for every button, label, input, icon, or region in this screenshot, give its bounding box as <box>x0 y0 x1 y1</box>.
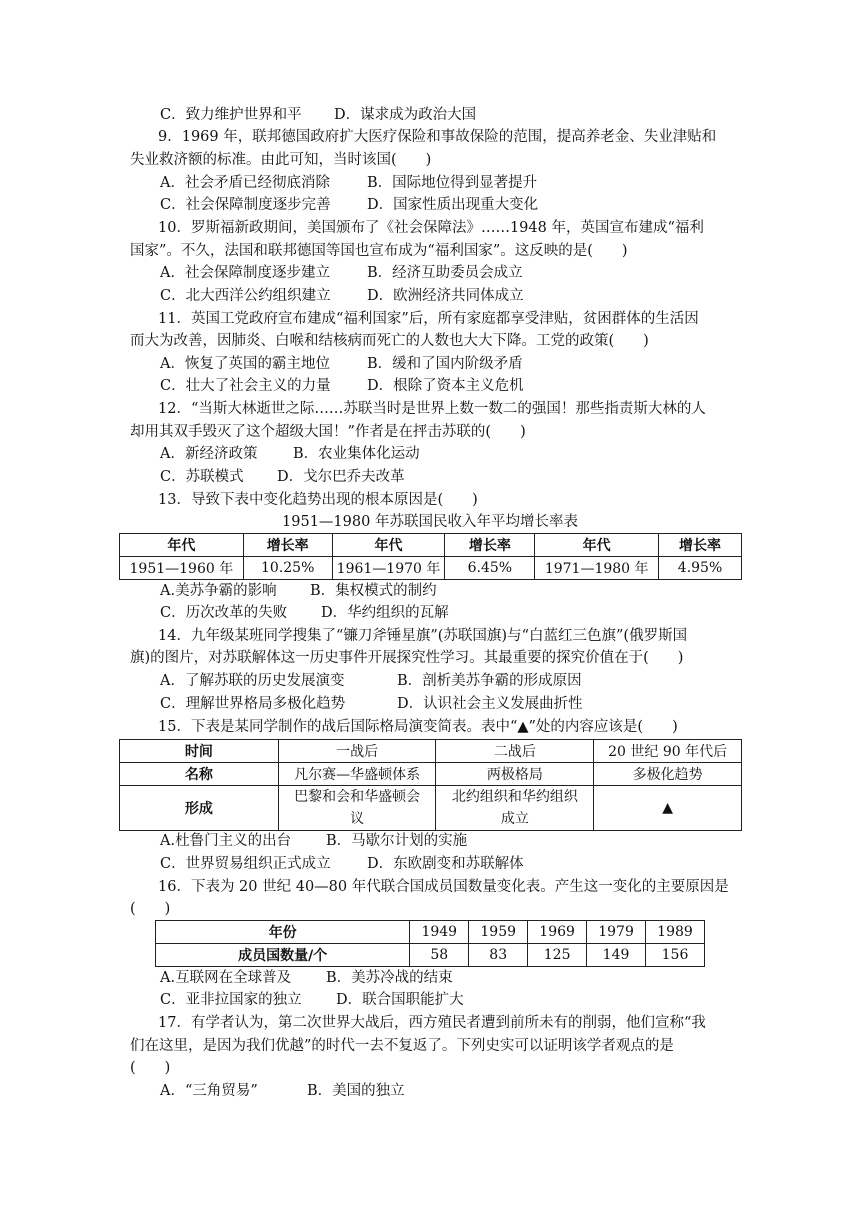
q9-stem-line1: 9．1969 年，联邦德国政府扩大医疗保险和事故保险的范围，提高养老金、失业津贴和 <box>158 129 717 145</box>
q15-row-formation <box>120 786 742 831</box>
q11-option-a[interactable]: A．恢复了英国的霸主地位 <box>160 356 330 372</box>
q12-option-b[interactable]: B．农业集体化运动 <box>293 446 420 462</box>
q15-cell: 一战后 <box>278 740 436 763</box>
q16-stem-line2: ( ) <box>130 901 171 917</box>
q13-header-cell: 增长率 <box>243 534 332 557</box>
q12-option-d[interactable]: D．戈尔巴乔夫改革 <box>277 469 405 485</box>
q8-option-d[interactable]: D．谋求成为政治大国 <box>334 107 477 123</box>
q14-option-a[interactable]: A．了解苏联的历史发展演变 <box>160 673 345 689</box>
q16-year-cell: 1949 <box>410 921 469 944</box>
q12-option-a[interactable]: A．新经济政策 <box>160 446 258 462</box>
q11-option-c[interactable]: C．壮大了社会主义的力量 <box>160 378 331 394</box>
q14-option-b[interactable]: B．剖析美苏争霸的形成原因 <box>397 673 582 689</box>
q16-label-cell: 年份 <box>156 921 410 944</box>
q15-option-c[interactable]: C．世界贸易组织正式成立 <box>160 856 331 872</box>
q14-stem-line2: 旗)的图片，对苏联解体这一历史事件开展探究性学习。其最重要的探究价值在于( ) <box>130 650 684 666</box>
q13-header-cell: 年代 <box>535 534 659 557</box>
q13-data-cell: 10.25% <box>243 557 332 580</box>
q15-stem: 15．下表是某同学制作的战后国际格局演变简表。表中“▲”处的内容应该是( ) <box>158 719 678 735</box>
q14-option-d[interactable]: D．认识社会主义发展曲折性 <box>397 696 583 712</box>
q16-option-d[interactable]: D．联合国职能扩大 <box>336 992 464 1008</box>
q16-count-cell: 156 <box>646 944 705 967</box>
q16-stem-line1: 16．下表为 20 世纪 40—80 年代联合国成员国数量变化表。产生这一变化的主要原因是 <box>158 879 729 895</box>
q13-data-cell: 1971—1980 年 <box>535 557 659 580</box>
q17-stem-line3: ( ) <box>130 1060 171 1076</box>
q16-option-b[interactable]: B．美苏冷战的结束 <box>326 970 453 986</box>
q15-label-cell: 名称 <box>120 763 279 786</box>
q16-year-cell: 1979 <box>587 921 646 944</box>
q10-option-d[interactable]: D．欧洲经济共同体成立 <box>367 288 524 304</box>
q16-count-row <box>156 944 705 967</box>
q12-option-c[interactable]: C．苏联模式 <box>160 469 244 485</box>
q16-count-cell: 149 <box>587 944 646 967</box>
q16-un-members-table <box>155 920 705 967</box>
q8-option-c[interactable]: C．致力维护世界和平 <box>160 107 302 123</box>
q16-count-cell: 58 <box>410 944 469 967</box>
q9-option-b[interactable]: B．国际地位得到显著提升 <box>367 175 538 191</box>
q9-option-c[interactable]: C．社会保障制度逐步完善 <box>160 197 331 213</box>
q15-triangle-cell: ▲ <box>594 786 742 831</box>
q11-option-b[interactable]: B．缓和了国内阶级矛盾 <box>367 356 523 372</box>
q15-world-order-table <box>119 739 742 831</box>
q10-stem-line2: 国家”。不久，法国和联邦德国等国也宣布成为“福利国家”。这反映的是( ) <box>130 243 628 259</box>
q15-cell-text: 巴黎和会和华盛顿会 <box>294 789 421 805</box>
q13-header-cell: 增长率 <box>445 534 535 557</box>
q13-stem: 13．导致下表中变化趋势出现的根本原因是( ) <box>158 492 478 508</box>
q15-cell <box>436 786 594 831</box>
q10-option-b[interactable]: B．经济互助委员会成立 <box>367 265 523 281</box>
q14-option-c[interactable]: C．理解世界格局多极化趋势 <box>160 696 346 712</box>
q13-data-cell: 1951—1960 年 <box>120 557 244 580</box>
q16-label-cell: 成员国数量/个 <box>156 944 410 967</box>
q13-option-c[interactable]: C．历次改革的失败 <box>160 605 288 621</box>
q15-cell: 多极化趋势 <box>594 763 742 786</box>
q15-row-time <box>120 740 742 763</box>
q16-option-a[interactable]: A.互联网在全球普及 <box>160 970 292 986</box>
q12-stem-line1: 12．“当斯大林逝世之际……苏联当时是世界上数一数二的强国！那些指责斯大林的人 <box>158 401 706 417</box>
q17-option-b[interactable]: B．美国的独立 <box>307 1083 405 1099</box>
q15-cell-text: 议 <box>350 811 365 827</box>
q15-row-name <box>120 763 742 786</box>
q13-header-cell: 年代 <box>332 534 445 557</box>
q16-year-cell: 1959 <box>469 921 528 944</box>
q15-cell: 两极格局 <box>436 763 594 786</box>
q17-option-a[interactable]: A．“三角贸易” <box>160 1083 258 1099</box>
q11-option-d[interactable]: D．根除了资本主义危机 <box>367 378 524 394</box>
q15-label-cell: 形成 <box>120 786 279 831</box>
q13-header-cell: 增长率 <box>659 534 742 557</box>
q15-option-d[interactable]: D．东欧剧变和苏联解体 <box>367 856 524 872</box>
q16-option-c[interactable]: C．亚非拉国家的独立 <box>160 992 302 1008</box>
q13-growth-table <box>119 533 742 580</box>
q13-table-caption: 1951—1980 年苏联国民收入年平均增长率表 <box>282 514 578 530</box>
q15-cell-text: 成立 <box>500 811 529 827</box>
q15-cell <box>278 786 436 831</box>
q15-cell: 20 世纪 90 年代后 <box>594 740 742 763</box>
q10-stem-line1: 10．罗斯福新政期间，美国颁布了《社会保障法》……1948 年，英国宣布建成“福利 <box>158 220 704 236</box>
q9-option-d[interactable]: D．国家性质出现重大变化 <box>367 197 539 213</box>
q13-option-d[interactable]: D．华约组织的瓦解 <box>321 605 449 621</box>
q17-stem-line1: 17．有学者认为，第二次世界大战后，西方殖民者遭到前所未有的削弱，他们宣称“我 <box>158 1015 706 1031</box>
q15-option-a[interactable]: A.杜鲁门主义的出台 <box>160 833 292 849</box>
q16-year-cell: 1969 <box>528 921 587 944</box>
q10-option-c[interactable]: C．北大西洋公约组织建立 <box>160 288 331 304</box>
q13-option-a[interactable]: A.美苏争霸的影响 <box>160 583 277 599</box>
q13-table-data-row <box>120 557 742 580</box>
q11-stem-line1: 11．英国工党政府宣布建成“福利国家”后，所有家庭都享受津贴，贫困群体的生活因 <box>158 311 699 327</box>
q11-stem-line2: 而大为改善，因肺炎、白喉和结核病而死亡的人数也大大下降。工党的政策( ) <box>130 333 649 349</box>
q13-option-b[interactable]: B．集权模式的制约 <box>310 583 437 599</box>
q13-table-header-row <box>120 534 742 557</box>
q15-cell: 二战后 <box>436 740 594 763</box>
q13-data-cell: 1961—1970 年 <box>332 557 445 580</box>
q12-stem-line2: 却用其双手毁灭了这个超级大国！”作者是在抨击苏联的( ) <box>130 424 526 440</box>
q15-label-cell: 时间 <box>120 740 279 763</box>
q9-stem-line2: 失业救济额的标准。由此可知，当时该国( ) <box>130 152 432 168</box>
q16-count-cell: 125 <box>528 944 587 967</box>
q16-count-cell: 83 <box>469 944 528 967</box>
q16-year-row <box>156 921 705 944</box>
q15-option-b[interactable]: B．马歇尔计划的实施 <box>326 833 468 849</box>
q15-cell-text: 北约组织和华约组织 <box>451 789 578 805</box>
q13-header-cell: 年代 <box>120 534 244 557</box>
q10-option-a[interactable]: A．社会保障制度逐步建立 <box>160 265 330 281</box>
q15-cell: 凡尔赛—华盛顿体系 <box>278 763 436 786</box>
q9-option-a[interactable]: A．社会矛盾已经彻底消除 <box>160 175 330 191</box>
q17-stem-line2: 们在这里，是因为我们优越”的时代一去不复返了。下列史实可以证明该学者观点的是 <box>130 1038 674 1054</box>
q14-stem-line1: 14．九年级某班同学搜集了“镰刀斧锤星旗”(苏联国旗)与“白蓝红三色旗”(俄罗斯国 <box>158 628 688 644</box>
q16-year-cell: 1989 <box>646 921 705 944</box>
q13-data-cell: 4.95% <box>659 557 742 580</box>
q13-data-cell: 6.45% <box>445 557 535 580</box>
